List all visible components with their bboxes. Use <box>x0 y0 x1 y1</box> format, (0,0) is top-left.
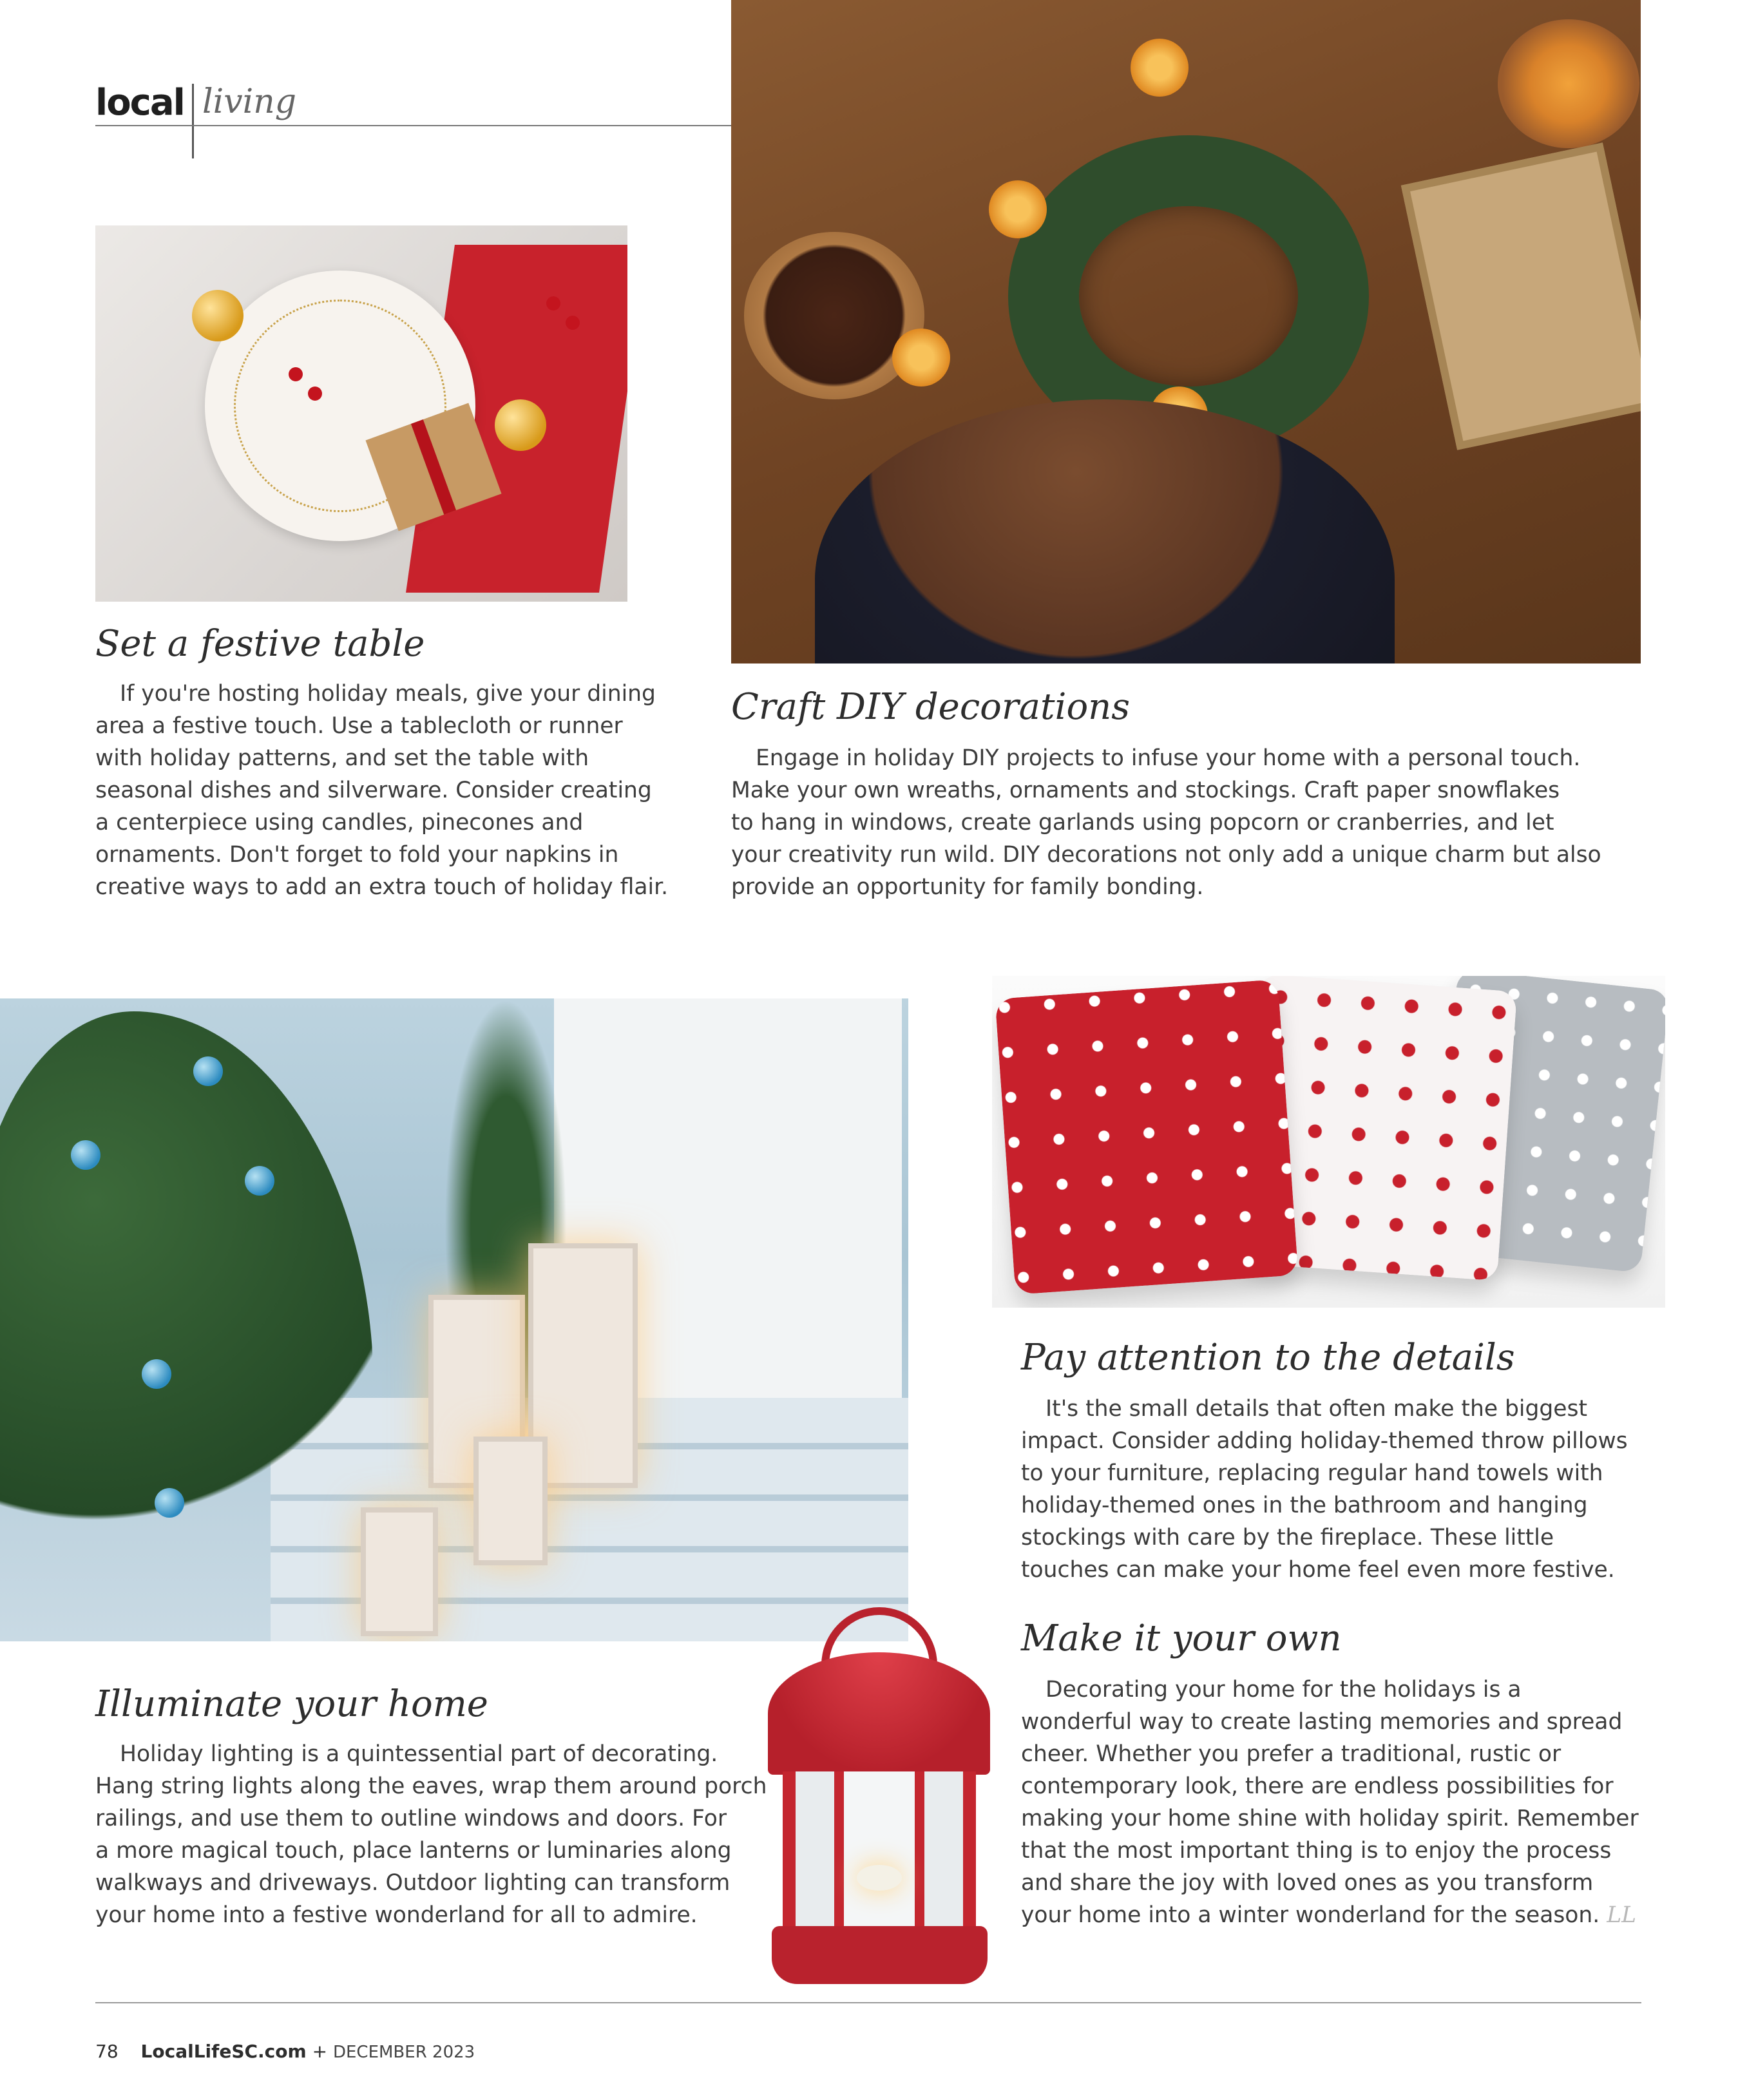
body-festive-table <box>95 678 668 903</box>
footer-site-link[interactable]: LocalLifeSC.com <box>140 2041 307 2062</box>
footer-date: DECEMBER 2023 <box>332 2043 475 2062</box>
end-mark: LL <box>1607 1902 1637 1928</box>
text-line: making your home shine with holiday spirit. Remember <box>1021 1806 1639 1831</box>
text-line: cheer. Whether you prefer a traditional, rustic or <box>1021 1741 1561 1767</box>
text-line: wonderful way to create lasting memories and spread <box>1021 1709 1623 1735</box>
text-line: Make your own wreaths, ornaments and stockings. Craft paper snowflakes <box>731 778 1560 803</box>
footer-rule <box>95 2002 1641 2003</box>
text-line: your home into a festive wonderland for all to admire. <box>95 1902 698 1928</box>
photo-red-lantern <box>760 1607 998 1994</box>
text-line: If you're hosting holiday meals, give your dining <box>120 681 656 707</box>
text-line: your creativity run wild. DIY decorations not only add a unique charm but also <box>731 842 1601 868</box>
text-line: a more magical touch, place lanterns or luminaries along <box>95 1838 732 1864</box>
text-line: Holiday lighting is a quintessential part of decorating. <box>120 1741 718 1767</box>
body-diy-decorations <box>731 742 1601 903</box>
brand-divider <box>192 84 194 158</box>
heading-festive-table: Set a festive table <box>95 623 425 665</box>
body-make-it-your-own <box>1021 1674 1639 1931</box>
photo-snowflake-pillows <box>992 976 1665 1308</box>
body-details <box>1021 1393 1628 1586</box>
text-line: seasonal dishes and silverware. Consider creating <box>95 778 652 803</box>
text-line: your home into a winter wonderland for the season. <box>1021 1902 1600 1928</box>
text-line: contemporary look, there are endless possibilities for <box>1021 1773 1614 1799</box>
text-line: touches can make your home feel even more festive. <box>1021 1557 1615 1583</box>
text-line-last <box>1021 1899 1639 1931</box>
text-line: Hang string lights along the eaves, wrap them around porch <box>95 1773 767 1799</box>
heading-illuminate: Illuminate your home <box>95 1683 488 1725</box>
page-number: 78 <box>95 2041 119 2062</box>
photo-porch-lanterns <box>0 998 908 1641</box>
text-line: to your furniture, replacing regular hand towels with <box>1021 1460 1603 1486</box>
text-line: walkways and driveways. Outdoor lighting can transform <box>95 1870 731 1896</box>
heading-diy-decorations: Craft DIY decorations <box>731 686 1130 728</box>
text-line: provide an opportunity for family bonding. <box>731 874 1204 900</box>
text-line: creative ways to add an extra touch of holiday flair. <box>95 874 669 900</box>
text-line: area a festive touch. Use a tablecloth or runner <box>95 713 623 739</box>
text-line: and share the joy with loved ones as you transform <box>1021 1870 1594 1896</box>
photo-festive-table <box>95 225 627 602</box>
text-line: Decorating your home for the holidays is a <box>1046 1677 1522 1703</box>
header-rule <box>95 125 733 126</box>
text-line: Engage in holiday DIY projects to infuse your home with a personal touch. <box>756 745 1581 771</box>
text-line: that the most important thing is to enjoy the process <box>1021 1838 1612 1864</box>
photo-wreath-crafting <box>731 0 1641 663</box>
body-illuminate <box>95 1738 767 1931</box>
text-line: a centerpiece using candles, pinecones and <box>95 810 584 835</box>
text-line: holiday-themed ones in the bathroom and hanging <box>1021 1493 1588 1518</box>
text-line: It's the small details that often make the biggest <box>1046 1396 1588 1422</box>
text-line: stockings with care by the fireplace. These little <box>1021 1525 1554 1551</box>
text-line: with holiday patterns, and set the table with <box>95 745 589 771</box>
text-line: to hang in windows, create garlands using popcorn or cranberries, and let <box>731 810 1554 835</box>
heading-make-it-your-own: Make it your own <box>1021 1618 1342 1659</box>
brand-local: local <box>95 82 184 124</box>
text-line: ornaments. Don't forget to fold your napkins in <box>95 842 619 868</box>
brand-living: living <box>202 82 297 121</box>
footer-separator: + <box>312 2041 328 2062</box>
text-line: impact. Consider adding holiday-themed throw pillows <box>1021 1428 1628 1454</box>
heading-details: Pay attention to the details <box>1021 1337 1515 1379</box>
text-line: railings, and use them to outline windows and doors. For <box>95 1806 727 1831</box>
footer <box>95 2041 475 2062</box>
